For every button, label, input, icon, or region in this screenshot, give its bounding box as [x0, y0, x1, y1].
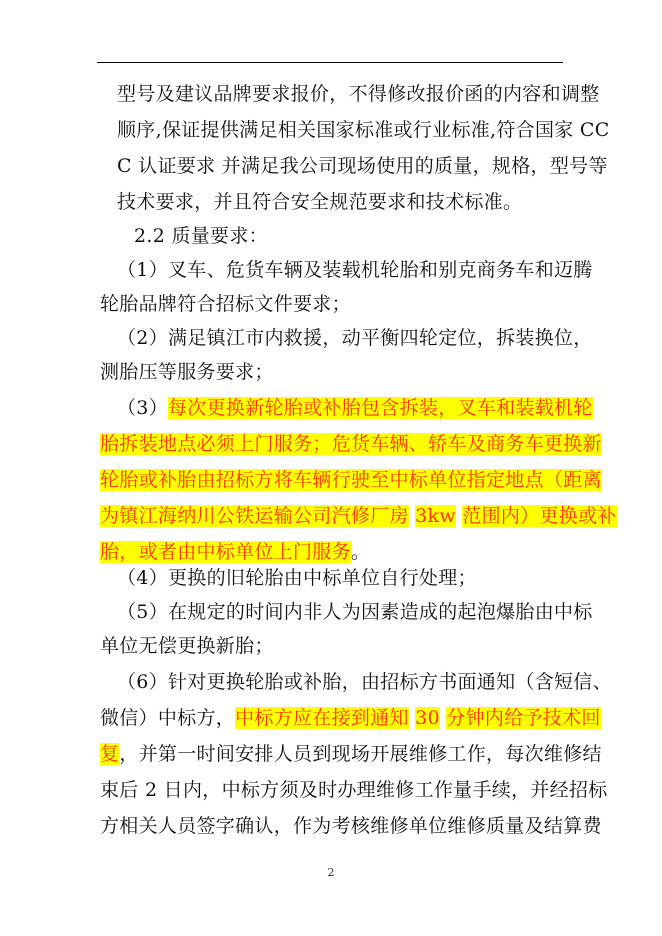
text-segment: （4）更换的旧轮胎由中标单位自行处理； — [117, 567, 477, 589]
text-segment: （1）叉车、危货车辆及装载机轮胎和别克商务车和迈腾 — [117, 259, 593, 281]
text-segment: 顺序,保证提供满足相关国家标准或行业标准,符合国家 CC — [117, 119, 610, 141]
text-segment: 轮胎品牌符合招标文件要求； — [100, 293, 351, 315]
text-line — [134, 224, 268, 248]
text-segment: （6）针对更换轮胎或补胎，由招标方书面通知（含短信、 — [117, 671, 612, 693]
highlighted-text: 范围内）更换或补 — [462, 505, 617, 527]
text-line — [117, 258, 593, 282]
header-rule — [97, 62, 563, 63]
text-line — [100, 634, 274, 658]
text-line — [117, 396, 593, 420]
text-segment: （3） — [117, 397, 168, 419]
highlighted-text: 复 — [100, 743, 120, 765]
text-segment: 技术要求，并且符合安全规范要求和技术标准。 — [117, 191, 523, 213]
text-segment: 。 — [350, 541, 371, 563]
highlighted-text: 分钟内给予技术回 — [446, 707, 601, 729]
text-line — [100, 360, 274, 384]
text-segment: 微信）中标方， — [100, 707, 236, 729]
text-segment: 型号及建议品牌要求报价，不得修改报价函的内容和调整 — [117, 83, 600, 105]
text-line — [100, 504, 617, 528]
highlighted-text: 中标方应在接到通知 — [235, 707, 409, 729]
text-line — [100, 814, 602, 838]
text-segment: 束后 2 日内，中标方须及时办理维修工作量手续，并经招标 — [100, 779, 608, 801]
text-line — [100, 540, 370, 564]
highlighted-text: 胎拆装地点必须上门服务；危货车辆、轿车及商务车更换新 — [100, 433, 602, 455]
text-segment: （5）在规定的时间内非人为因素造成的起泡爆胎由中标 — [117, 601, 593, 623]
text-segment: 单位无偿更换新胎； — [100, 635, 274, 657]
text-line — [100, 468, 602, 492]
highlighted-text: 为镇江海纳川公铁运输公司汽修厂房 — [100, 505, 409, 527]
text-line — [117, 566, 477, 590]
page-number: 2 — [327, 866, 335, 879]
highlighted-text: 胎，或者由中标单位上门服务 — [100, 541, 351, 563]
text-line — [100, 432, 602, 456]
text-line — [117, 326, 593, 350]
highlighted-text: 轮胎或补胎由招标方将车辆行驶至中标单位指定地点（距离 — [100, 469, 602, 491]
highlighted-text: 3kw — [415, 505, 456, 527]
text-segment: ，并第一时间安排人员到现场开展维修工作，每次维修结 — [119, 743, 602, 765]
text-line — [100, 706, 601, 730]
text-line — [117, 82, 600, 106]
highlighted-text: 30 — [415, 707, 440, 729]
text-line — [100, 778, 608, 802]
highlighted-text: 每次更换新轮胎或补胎包含拆装，叉车和装载机轮 — [168, 397, 593, 419]
text-line — [117, 670, 612, 694]
text-line — [100, 292, 351, 316]
text-segment: 方相关人员签字确认，作为考核维修单位维修质量及结算费 — [100, 815, 602, 837]
text-line — [117, 154, 608, 178]
text-segment: 测胎压等服务要求； — [100, 361, 274, 383]
text-segment: C 认证要求 并满足我公司现场使用的质量，规格，型号等 — [117, 155, 608, 177]
text-segment: 2.2 质量要求： — [134, 225, 268, 247]
text-line — [117, 118, 610, 142]
text-line — [100, 742, 602, 766]
text-line — [117, 600, 593, 624]
text-segment: （2）满足镇江市内救援，动平衡四轮定位，拆装换位， — [117, 327, 593, 349]
text-line — [117, 190, 522, 214]
